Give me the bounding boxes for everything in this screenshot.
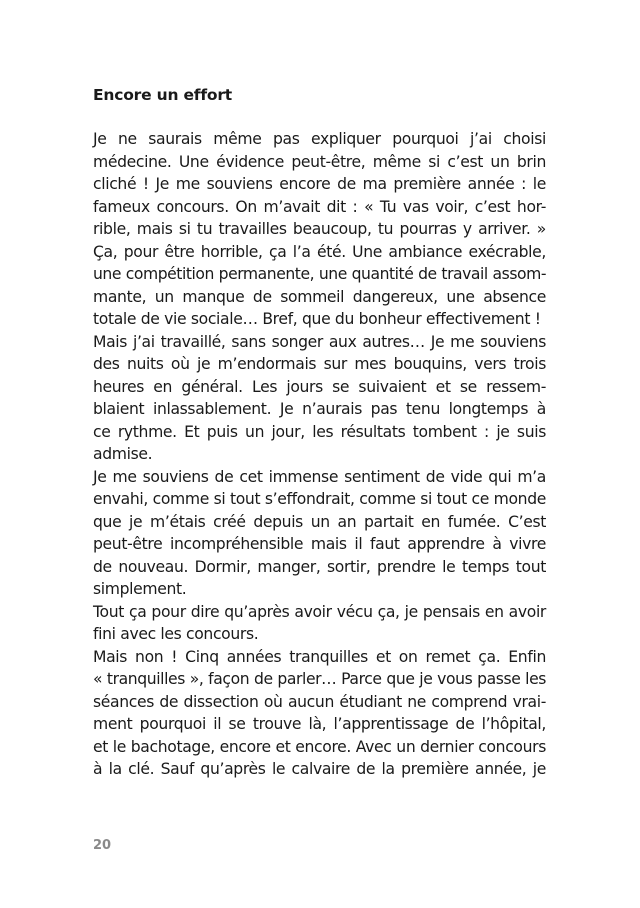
text-line: de nouveau. Dormir, manger, sortir, prendre le temps tout: [93, 557, 546, 576]
text-line: médecine. Une évidence peut-être, même si c’est un brin: [93, 152, 546, 171]
text-line: blaient inlassablement. Je n’aurais pas tenu longtemps à: [93, 400, 546, 418]
text-line: « tranquilles », façon de parler… Parce que je vous passe les: [93, 670, 546, 688]
text-line: heures en général. Les jours se suivaient et se ressem-: [93, 377, 546, 396]
text-line: et le bachotage, encore et encore. Avec un dernier concours: [93, 737, 546, 756]
text-line: Je ne saurais même pas expliquer pourquoi j’ai choisi: [93, 130, 546, 148]
text-line: que je m’étais créé depuis un an partait en fumée. C’est: [93, 512, 546, 531]
text-line: admise.: [93, 445, 153, 463]
text-line: séances de dissection où aucun étudiant ne comprend vrai-: [93, 692, 546, 711]
text-line: peut-être incompréhensible mais il faut apprendre à vivre: [93, 535, 546, 553]
text-line: Je me souviens de cet immense sentiment de vide qui m’a: [93, 467, 546, 486]
text-line: Mais non ! Cinq années tranquilles et on remet ça. Enfin: [93, 647, 546, 666]
text-line: une compétition permanente, une quantité de travail assom-: [93, 265, 546, 283]
text-line: ment pourquoi il se trouve là, l’apprentissage de l’hôpital,: [93, 715, 546, 733]
text-line: fameux concours. On m’avait dit : « Tu vas voir, c’est hor-: [93, 197, 546, 216]
text-line: ce rythme. Et puis un jour, les résultats tombent : je suis: [93, 422, 546, 441]
text-line: cliché ! Je me souviens encore de ma première année : le: [93, 175, 546, 193]
page-number: 20: [93, 838, 112, 853]
text-line: des nuits où je m’endormais sur mes bouquins, vers trois: [93, 355, 546, 373]
text-line: Mais j’ai travaillé, sans songer aux autres… Je me souviens: [93, 332, 546, 351]
text-line: mante, un manque de sommeil dangereux, une absence: [93, 287, 546, 306]
text-line: à la clé. Sauf qu’après le calvaire de la première année, je: [93, 760, 546, 778]
text-line: Ça, pour être horrible, ça l’a été. Une ambiance exécrable,: [93, 242, 546, 261]
text-line: simplement.: [93, 580, 187, 598]
body-text: [93, 128, 546, 781]
page-content: [93, 84, 546, 781]
text-line: envahi, comme si tout s’effondrait, comme si tout ce monde: [93, 490, 546, 508]
chapter-title: Encore un effort: [93, 86, 232, 104]
text-line: rible, mais si tu travailles beaucoup, tu pourras y arriver. »: [93, 220, 546, 238]
text-line: fini avec les concours.: [93, 625, 259, 643]
text-line: totale de vie sociale… Bref, que du bonheur effectivement !: [93, 310, 541, 328]
text-line: Tout ça pour dire qu’après avoir vécu ça, je pensais en avoir: [93, 602, 546, 621]
